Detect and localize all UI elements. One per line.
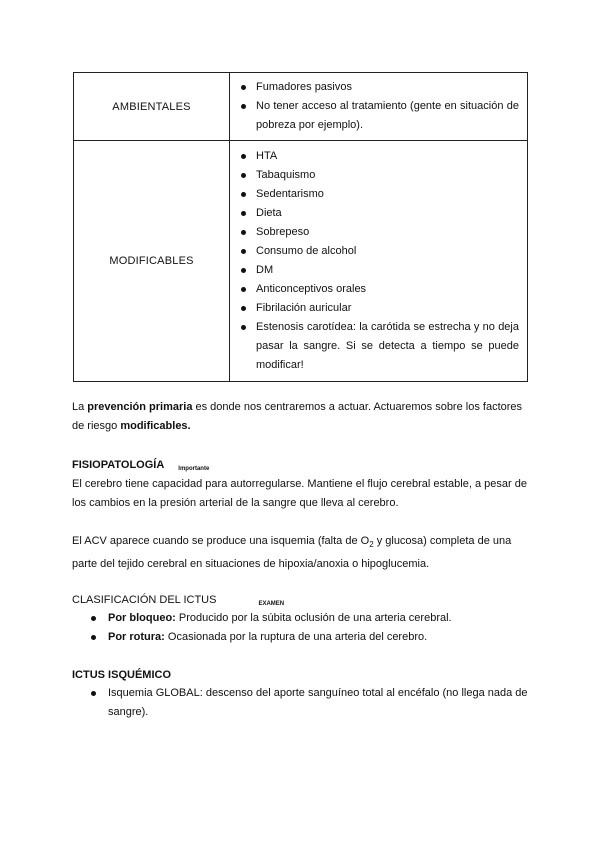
row-items bbox=[230, 73, 528, 141]
fisiopatologia-paragraph-1: El cerebro tiene capacidad para autorregularse. Mantiene el flujo cerebral estable, a pesar de los cambios en la presión arterial de la sangre que lleva al cerebro. bbox=[72, 478, 527, 509]
list-item: Isquemia GLOBAL: descenso del aporte sanguíneo total al encéfalo (no llega nada de sangre). bbox=[72, 684, 528, 722]
list-item: Dieta bbox=[240, 204, 519, 223]
exam-tag: EXAMEN bbox=[258, 601, 285, 607]
list-item: Consumo de alcohol bbox=[240, 242, 519, 261]
row-label: MODIFICABLES bbox=[74, 141, 230, 382]
heading-text: FISIOPATOLOGÍA bbox=[72, 459, 165, 471]
table-row-modificables bbox=[74, 141, 528, 382]
text-run: Producido por la súbita oclusión de una arteria cerebral. bbox=[175, 612, 452, 624]
list-item: Tabaquismo bbox=[240, 166, 519, 185]
bullet-list bbox=[240, 78, 519, 135]
list-item: DM bbox=[240, 261, 519, 280]
section-heading-ictus-isquemico: ICTUS ISQUÉMICO bbox=[72, 669, 172, 681]
list-item: HTA bbox=[240, 147, 519, 166]
text-run: Ocasionada por la ruptura de una arteria del cerebro. bbox=[164, 631, 428, 643]
text-run: es donde nos centraremos a actuar. Actuaremos sobre los factores de riesgo bbox=[72, 401, 523, 432]
list-item: Estenosis carotídea: la carótida se estrecha y no deja pasar la sangre. Si se detecta a tiempo se puede modificar! bbox=[240, 318, 519, 375]
section-heading-fisiopatologia bbox=[72, 459, 209, 472]
table-row-ambientales bbox=[74, 73, 528, 141]
risk-factors-table bbox=[73, 72, 528, 382]
text-run: La bbox=[72, 401, 88, 413]
importance-tag: Importante bbox=[178, 466, 210, 472]
list-item: Fumadores pasivos bbox=[240, 78, 519, 97]
text-run: y glucosa) completa de una parte del tejido cerebral en situaciones de hipoxia/anoxia o hipoglucemia. bbox=[72, 535, 512, 570]
row-label: AMBIENTALES bbox=[74, 73, 230, 141]
subscript: 2 bbox=[369, 540, 374, 549]
list-item bbox=[72, 628, 528, 647]
list-item: Sobrepeso bbox=[240, 223, 519, 242]
bold-term: prevención primaria bbox=[87, 401, 193, 413]
list-item: Anticonceptivos orales bbox=[240, 280, 519, 299]
isquemico-list bbox=[72, 684, 528, 722]
fisiopatologia-paragraph-2 bbox=[72, 532, 528, 573]
bold-term: Por rotura: bbox=[108, 631, 165, 643]
prevention-paragraph bbox=[72, 398, 528, 435]
bullet-list bbox=[240, 147, 519, 375]
bold-term: modificables. bbox=[120, 419, 191, 432]
bold-term: Por bloqueo: bbox=[108, 612, 176, 624]
heading-text: CLASIFICACIÓN DEL ICTUS bbox=[72, 594, 217, 606]
list-item bbox=[72, 609, 528, 628]
list-item: Sedentarismo bbox=[240, 185, 519, 204]
list-item: No tener acceso al tratamiento (gente en situación de pobreza por ejemplo). bbox=[240, 97, 519, 135]
clasificacion-list bbox=[72, 609, 528, 647]
list-item: Fibrilación auricular bbox=[240, 299, 519, 318]
text-run: El ACV aparece cuando se produce una isquemia (falta de O bbox=[72, 535, 370, 547]
row-items bbox=[230, 141, 528, 382]
section-heading-clasificacion bbox=[72, 594, 284, 607]
